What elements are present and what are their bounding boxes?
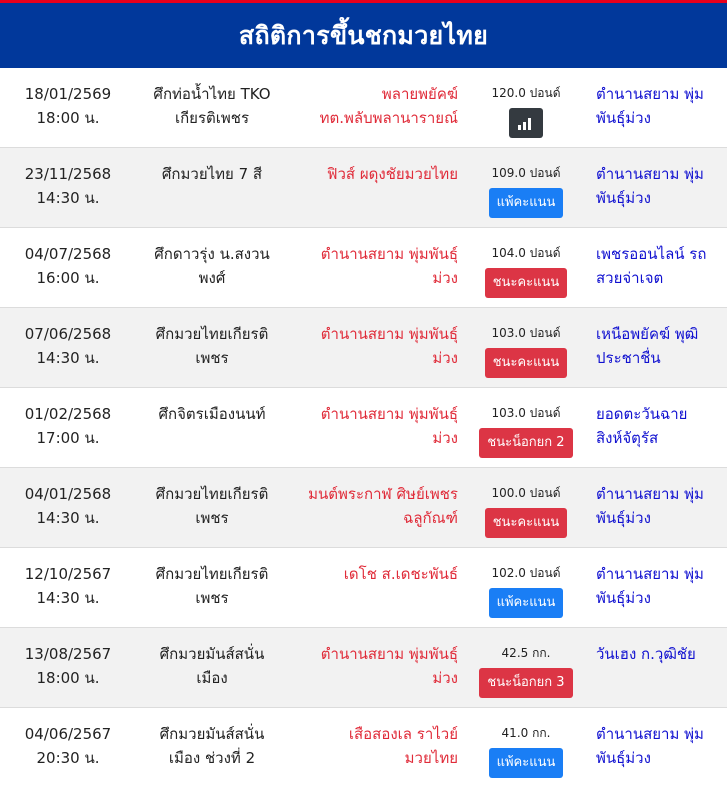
time-text: 14:30 น. bbox=[36, 589, 100, 607]
date-text: 07/06/2568 bbox=[24, 325, 112, 343]
page-title: สถิติการขึ้นชกมวยไทย bbox=[238, 20, 489, 50]
opponent-link[interactable]: เพชรออนไลน์ รถ สวยจ่าเจต bbox=[596, 245, 707, 287]
weight-text: 102.0 ปอนด์ bbox=[491, 566, 561, 580]
event-name: ศึกมวยมันส์สนั่น เมือง bbox=[159, 645, 265, 687]
event-name: ศึกมวยไทยเกียรติ เพชร bbox=[155, 565, 269, 607]
date-text: 23/11/2568 bbox=[24, 165, 112, 183]
date-text: 04/07/2568 bbox=[24, 245, 112, 263]
result-badge: ชนะน็อกยก 3 bbox=[479, 668, 572, 698]
result-cell bbox=[474, 725, 578, 778]
result-cell bbox=[474, 565, 578, 618]
fighter-link[interactable]: ตำนานสยาม พุ่มพันธุ์ ม่วง bbox=[320, 405, 458, 447]
event-name: ศึกมวยไทย 7 สี bbox=[161, 165, 263, 183]
date-text: 18/01/2569 bbox=[24, 85, 112, 103]
result-badge: ชนะคะแนน bbox=[485, 348, 568, 378]
weight-text: 103.0 ปอนด์ bbox=[491, 406, 561, 420]
result-cell bbox=[474, 485, 578, 538]
fighter-link[interactable]: ตำนานสยาม พุ่มพันธุ์ ม่วง bbox=[320, 245, 458, 287]
event-name: ศึกดาวรุ่ง น.สงวน พงศ์ bbox=[154, 245, 270, 287]
result-cell bbox=[474, 85, 578, 145]
fighter-link[interactable]: ตำนานสยาม พุ่มพันธุ์ ม่วง bbox=[320, 325, 458, 367]
opponent-link[interactable]: ตำนานสยาม พุ่ม พันธุ์ม่วง bbox=[596, 485, 704, 527]
fight-date bbox=[0, 562, 136, 610]
fight-history-table bbox=[0, 68, 727, 787]
fighter-link[interactable]: เดโช ส.เดชะพันธ์ bbox=[343, 565, 458, 583]
table-row bbox=[0, 308, 727, 388]
result-badge: แพ้คะแนน bbox=[489, 588, 564, 618]
time-text: 16:00 น. bbox=[36, 269, 100, 287]
opponent-link[interactable]: ตำนานสยาม พุ่ม พันธุ์ม่วง bbox=[596, 565, 704, 607]
opponent-link[interactable]: วันเฮง ก.วุฒิชัย bbox=[596, 645, 696, 663]
weight-text: 120.0 ปอนด์ bbox=[491, 86, 561, 100]
time-text: 14:30 น. bbox=[36, 349, 100, 367]
result-cell bbox=[474, 165, 578, 218]
fight-date bbox=[0, 642, 136, 690]
time-text: 14:30 น. bbox=[36, 509, 100, 527]
date-text: 01/02/2568 bbox=[24, 405, 112, 423]
fighter-link[interactable]: ตำนานสยาม พุ่มพันธุ์ ม่วง bbox=[320, 645, 458, 687]
time-text: 20:30 น. bbox=[36, 749, 100, 767]
opponent-link[interactable]: ยอดตะวันฉาย สิงห์จัตุรัส bbox=[596, 405, 688, 447]
time-text: 18:00 น. bbox=[36, 109, 100, 127]
table-row bbox=[0, 468, 727, 548]
event-name: ศึกมวยไทยเกียรติ เพชร bbox=[155, 485, 269, 527]
result-badge: ชนะคะแนน bbox=[485, 268, 568, 298]
fight-date bbox=[0, 162, 136, 210]
opponent-link[interactable]: ตำนานสยาม พุ่ม พันธุ์ม่วง bbox=[596, 165, 704, 207]
fighter-link[interactable]: พลายพยัคฆ์ ทต.พลับพลานารายณ์ bbox=[319, 85, 458, 127]
event-name: ศึกท่อน้ำไทย TKO เกียรติเพชร bbox=[153, 85, 271, 127]
result-badge: แพ้คะแนน bbox=[489, 748, 564, 778]
time-text: 17:00 น. bbox=[36, 429, 100, 447]
fight-date bbox=[0, 482, 136, 530]
result-cell bbox=[474, 645, 578, 698]
bar-chart-icon[interactable] bbox=[509, 108, 543, 138]
weight-text: 100.0 ปอนด์ bbox=[491, 486, 561, 500]
date-text: 04/06/2567 bbox=[24, 725, 112, 743]
result-cell bbox=[474, 325, 578, 378]
weight-text: 103.0 ปอนด์ bbox=[491, 326, 561, 340]
fight-date bbox=[0, 322, 136, 370]
weight-text: 109.0 ปอนด์ bbox=[491, 166, 561, 180]
table-row bbox=[0, 68, 727, 148]
date-text: 13/08/2567 bbox=[24, 645, 112, 663]
result-cell bbox=[474, 405, 578, 458]
opponent-link[interactable]: ตำนานสยาม พุ่ม พันธุ์ม่วง bbox=[596, 725, 704, 767]
time-text: 14:30 น. bbox=[36, 189, 100, 207]
fight-date bbox=[0, 722, 136, 770]
table-row bbox=[0, 148, 727, 228]
table-row bbox=[0, 388, 727, 468]
table-row bbox=[0, 628, 727, 708]
fight-date bbox=[0, 402, 136, 450]
fighter-link[interactable]: ฟิวส์ ผดุงชัยมวยไทย bbox=[326, 165, 458, 183]
opponent-link[interactable]: เหนือพยัคฆ์ พุฒิ ประชาชื่น bbox=[596, 325, 699, 367]
fight-date bbox=[0, 242, 136, 290]
time-text: 18:00 น. bbox=[36, 669, 100, 687]
result-badge: แพ้คะแนน bbox=[489, 188, 564, 218]
table-row bbox=[0, 228, 727, 308]
table-row bbox=[0, 548, 727, 628]
page-header bbox=[0, 3, 727, 68]
result-badge: ชนะคะแนน bbox=[485, 508, 568, 538]
date-text: 12/10/2567 bbox=[24, 565, 112, 583]
event-name: ศึกจิตรเมืองนนท์ bbox=[158, 405, 266, 423]
weight-text: 41.0 กก. bbox=[501, 726, 551, 740]
table-row bbox=[0, 708, 727, 787]
weight-text: 104.0 ปอนด์ bbox=[491, 246, 561, 260]
fighter-link[interactable]: เสือสองเล ราไวย์ มวยไทย bbox=[348, 725, 458, 767]
event-name: ศึกมวยมันส์สนั่น เมือง ช่วงที่ 2 bbox=[159, 725, 265, 767]
fighter-link[interactable]: มนต์พระกาฬ ศิษย์เพชร ฉลูกัณฑ์ bbox=[308, 485, 458, 527]
result-badge: ชนะน็อกยก 2 bbox=[479, 428, 572, 458]
result-cell bbox=[474, 245, 578, 298]
date-text: 04/01/2568 bbox=[24, 485, 112, 503]
fight-date bbox=[0, 82, 136, 130]
event-name: ศึกมวยไทยเกียรติ เพชร bbox=[155, 325, 269, 367]
weight-text: 42.5 กก. bbox=[501, 646, 551, 660]
opponent-link[interactable]: ตำนานสยาม พุ่ม พันธุ์ม่วง bbox=[596, 85, 704, 127]
